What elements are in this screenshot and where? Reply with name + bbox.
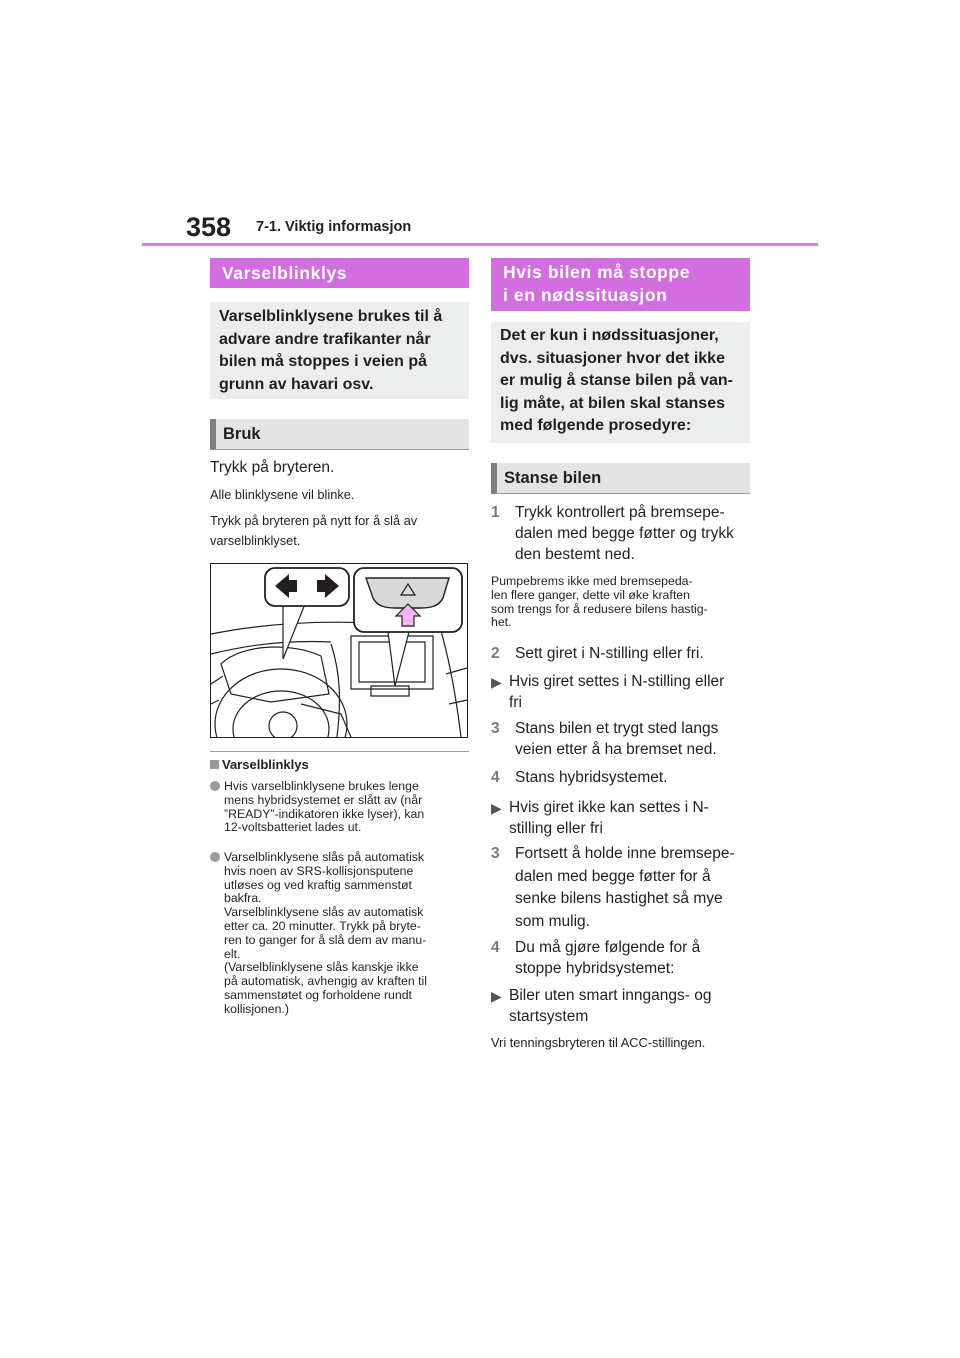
intro-line: Varselblinklysene brukes til å <box>219 308 443 325</box>
step-line: Sett giret i N-stilling eller fri. <box>515 645 704 662</box>
step-number: 1 <box>491 504 500 521</box>
step-line: Stans hybridsystemet. <box>515 769 668 786</box>
info-line: Varselblinklysene slås av automatisk <box>224 905 424 920</box>
step-number: 3 <box>491 845 500 862</box>
info-line: (Varselblinklysene slås kanskje ikke <box>224 960 419 975</box>
info-line: Hvis varselblinklysene brukes lenge <box>224 779 419 793</box>
note-line: Pumpebrems ikke med bremsepeda- <box>491 574 693 588</box>
case-neutral <box>491 671 756 713</box>
step-line: Fortsett å holde inne bremsepe- <box>515 845 735 862</box>
case-line: stilling eller fri <box>509 820 603 837</box>
step-number: 2 <box>491 645 500 662</box>
info-title <box>210 757 309 772</box>
step-line: Stans bilen et trygt sted langs <box>515 720 719 737</box>
chapter-title: 7-1. Viktig informasjon <box>256 219 412 235</box>
case-line: Hvis giret settes i N-stilling eller <box>509 673 725 690</box>
step-line: dalen med begge føtter for å <box>515 867 711 885</box>
intro-line: lig måte, at bilen skal stanses <box>500 394 725 412</box>
info-line: mens hybridsystemet er slått av (når <box>224 792 423 807</box>
intro-box-left <box>210 302 469 399</box>
dashboard-drawing <box>211 564 467 737</box>
case-no-smart-entry <box>491 985 756 1027</box>
info-line: Varselblinklysene slås på automatisk <box>224 850 425 864</box>
info-line: bakfra. <box>224 891 262 906</box>
note-off <box>210 511 417 551</box>
triangle-right-icon: ▶ <box>491 988 502 1004</box>
info-line: ”READY”-indikatoren ikke lyser), kan <box>224 806 425 821</box>
info-line: på automatisk, avhengig av kraften til <box>224 974 428 989</box>
case-line: fri <box>509 694 522 711</box>
section-title-line: Hvis bilen må stoppe <box>503 262 691 282</box>
step-number: 3 <box>491 720 500 737</box>
step-4 <box>491 767 756 788</box>
step-line: Du må gjøre følgende for å <box>515 939 701 956</box>
case-line: Biler uten smart inngangs- og <box>509 987 712 1004</box>
info-line: elt. <box>224 946 241 961</box>
step-line: veien etter å ha bremset ned. <box>515 741 717 758</box>
info-line: utløses og ved kraftig sammenstøt <box>224 877 412 892</box>
case-not-neutral <box>491 797 756 839</box>
section-title-emergency <box>491 258 750 311</box>
circle-icon <box>210 781 220 791</box>
note-line: varselblinklyset. <box>210 533 301 548</box>
intro-line: grunn av havari osv. <box>219 375 374 393</box>
info-line: etter ca. 20 minutter. Trykk på bryte- <box>224 918 421 933</box>
info-line: kollisjonen.) <box>224 1001 289 1016</box>
intro-line: advare andre trafikanter når <box>219 330 431 348</box>
step-3b <box>491 843 756 933</box>
step-2 <box>491 643 756 664</box>
note-blink: Alle blinklysene vil blinke. <box>210 487 355 502</box>
intro-line: Det er kun i nødssituasjoner, <box>500 327 719 344</box>
step-number: 4 <box>491 769 500 786</box>
note-line: Trykk på bryteren på nytt for å slå av <box>210 513 418 528</box>
case-line: startsystem <box>509 1008 589 1025</box>
case-line: Hvis giret ikke kan settes i N- <box>509 799 709 816</box>
page-number: 358 <box>186 212 232 242</box>
triangle-right-icon: ▶ <box>491 800 502 816</box>
note-line: len flere ganger, dette vil øke kraften <box>491 587 690 602</box>
step-1-note <box>491 575 753 630</box>
triangle-right-icon: ▶ <box>491 674 502 690</box>
info-line: 12-voltsbatteriet lades ut. <box>224 820 362 835</box>
subhead-bruk <box>210 419 469 450</box>
section-title-line: i en nødssituasjon <box>503 285 668 305</box>
info-item-1 <box>210 780 470 835</box>
info-line: ren to ganger for å slå dem av manu- <box>224 932 427 947</box>
step-line: Trykk kontrollert på bremsepe- <box>515 504 725 521</box>
circle-icon <box>210 852 220 862</box>
dashboard-illustration <box>210 563 468 738</box>
info-line: hvis noen av SRS-kollisjonsputene <box>224 863 414 878</box>
note-line: het. <box>491 615 512 630</box>
instruction: Trykk på bryteren. <box>210 459 335 476</box>
step-line: stoppe hybridsystemet: <box>515 960 675 977</box>
intro-box-right <box>491 322 750 443</box>
step-3 <box>491 718 756 760</box>
step-4b <box>491 937 756 979</box>
info-line: sammenstøtet og forholdene rundt <box>224 987 412 1002</box>
intro-line: bilen må stoppes i veien på <box>219 353 428 370</box>
subhead-text: Stanse bilen <box>504 469 602 487</box>
section-title-text: Varselblinklys <box>222 263 348 283</box>
step-1 <box>491 502 756 565</box>
info-rule <box>210 751 469 752</box>
note-line: som trengs for å redusere bilens hastig- <box>491 601 708 616</box>
intro-line: er mulig å stanse bilen på van- <box>500 372 733 389</box>
step-line: senke bilens hastighet så mye <box>515 890 723 907</box>
step-line: dalen med begge føtter og trykk <box>515 525 734 542</box>
step-number: 4 <box>491 939 500 956</box>
step-line: som mulig. <box>515 912 590 930</box>
subhead-text: Bruk <box>223 425 261 443</box>
square-icon <box>210 760 219 769</box>
info-title-text: Varselblinklys <box>222 757 309 772</box>
final-note: Vri tenningsbryteren til ACC-stillingen. <box>491 1035 706 1050</box>
intro-line: med følgende prosedyre: <box>500 417 692 434</box>
section-title-hazard <box>210 258 469 288</box>
subhead-stanse <box>491 463 750 494</box>
header-rule <box>142 243 818 246</box>
info-item-2 <box>210 851 470 1017</box>
step-line: den bestemt ned. <box>515 546 635 563</box>
intro-line: dvs. situasjoner hvor det ikke <box>500 349 725 367</box>
